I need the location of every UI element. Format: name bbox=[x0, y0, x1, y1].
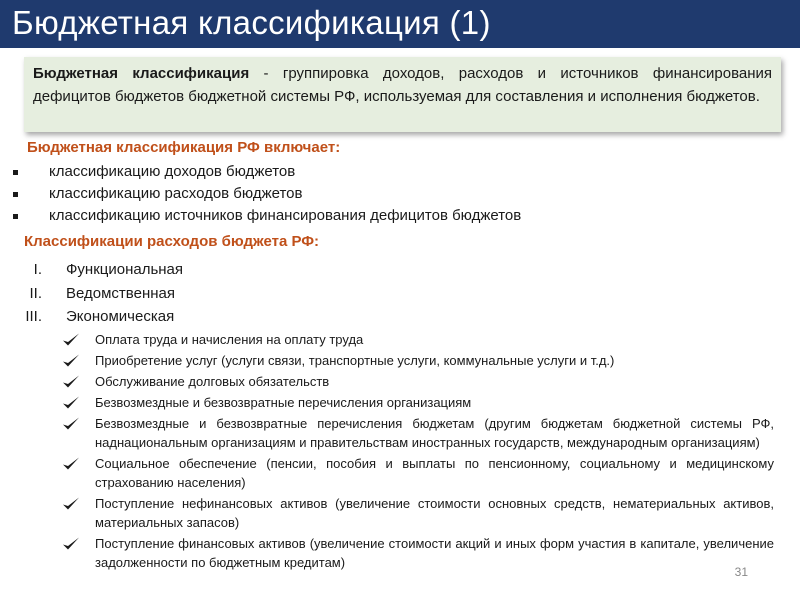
list-item-label: Экономическая bbox=[66, 308, 175, 325]
list-item bbox=[62, 414, 774, 452]
list-item-label: Приобретение услуг (услуги связи, транспортные услуги, коммунальные услуги и т.д.) bbox=[95, 353, 615, 368]
roman-numeral: III. bbox=[25, 308, 42, 325]
list-item bbox=[10, 205, 521, 227]
list-item-label: Безвозмездные и безвозвратные перечисления организациям bbox=[95, 395, 472, 410]
roman-numeral: I. bbox=[33, 261, 42, 278]
includes-list bbox=[10, 161, 521, 227]
list-item-label: Обслуживание долговых обязательств bbox=[95, 374, 330, 389]
list-item-label: классификацию доходов бюджетов bbox=[49, 163, 296, 180]
list-item bbox=[10, 183, 521, 205]
expenses-heading: Классификации расходов бюджета РФ: bbox=[24, 233, 320, 250]
title-bar bbox=[0, 0, 800, 48]
list-item bbox=[62, 393, 774, 412]
list-item-label: Ведомственная bbox=[66, 284, 175, 302]
list-item bbox=[62, 494, 774, 532]
list-item-label: классификацию расходов бюджетов bbox=[49, 185, 303, 202]
checkmark-icon bbox=[62, 332, 80, 348]
square-bullet-icon bbox=[13, 170, 18, 175]
checkmark-icon bbox=[62, 353, 80, 369]
list-item bbox=[62, 534, 774, 572]
definition-box bbox=[24, 57, 781, 132]
includes-heading: Бюджетная классификация РФ включает: bbox=[27, 139, 341, 156]
list-item bbox=[10, 161, 521, 183]
list-item-label: Безвозмездные и безвозвратные перечисления бюджетам (другим бюджетам бюджетной системы РФ, наднациональным организациям и правительствам иностранных государств, международным организациям) bbox=[95, 416, 774, 450]
list-item bbox=[62, 454, 774, 492]
economic-items-list bbox=[62, 330, 774, 574]
checkmark-icon bbox=[62, 374, 80, 390]
list-item bbox=[62, 372, 774, 391]
checkmark-icon bbox=[62, 456, 80, 472]
checkmark-icon bbox=[62, 395, 80, 411]
list-item bbox=[62, 330, 774, 349]
list-item-label: Социальное обеспечение (пенсии, пособия и выплаты по пенсионному, социальному и медицинскому страхованию населения) bbox=[95, 456, 774, 490]
roman-numeral: II. bbox=[29, 284, 42, 302]
slide-title: Бюджетная классификация (1) bbox=[12, 4, 491, 41]
checkmark-icon bbox=[62, 536, 80, 552]
list-item-label: Поступление финансовых активов (увеличение стоимости акций и иных форм участия в капитале, увеличение задолженности по бюджетным кредитам) bbox=[95, 536, 774, 570]
checkmark-icon bbox=[62, 416, 80, 432]
list-item-label: Функциональная bbox=[66, 261, 184, 278]
list-item-label: Оплата труда и начисления на оплату труда bbox=[95, 332, 364, 347]
definition-text: - группировка доходов, расходов и источников финансирования дефицитов бюджетов бюджетной системы РФ, используемая для составления и исполнения бюджетов. bbox=[33, 65, 772, 105]
list-item-label: Поступление нефинансовых активов (увеличение стоимости основных средств, нематериальных активов, материальных запасов) bbox=[95, 496, 774, 530]
square-bullet-icon bbox=[13, 192, 18, 197]
list-item bbox=[62, 351, 774, 370]
definition-term: Бюджетная классификация bbox=[33, 65, 250, 82]
checkmark-icon bbox=[62, 496, 80, 512]
square-bullet-icon bbox=[13, 214, 18, 219]
page-number: 31 bbox=[734, 565, 748, 579]
list-item-label: классификацию источников финансирования дефицитов бюджетов bbox=[49, 207, 522, 224]
